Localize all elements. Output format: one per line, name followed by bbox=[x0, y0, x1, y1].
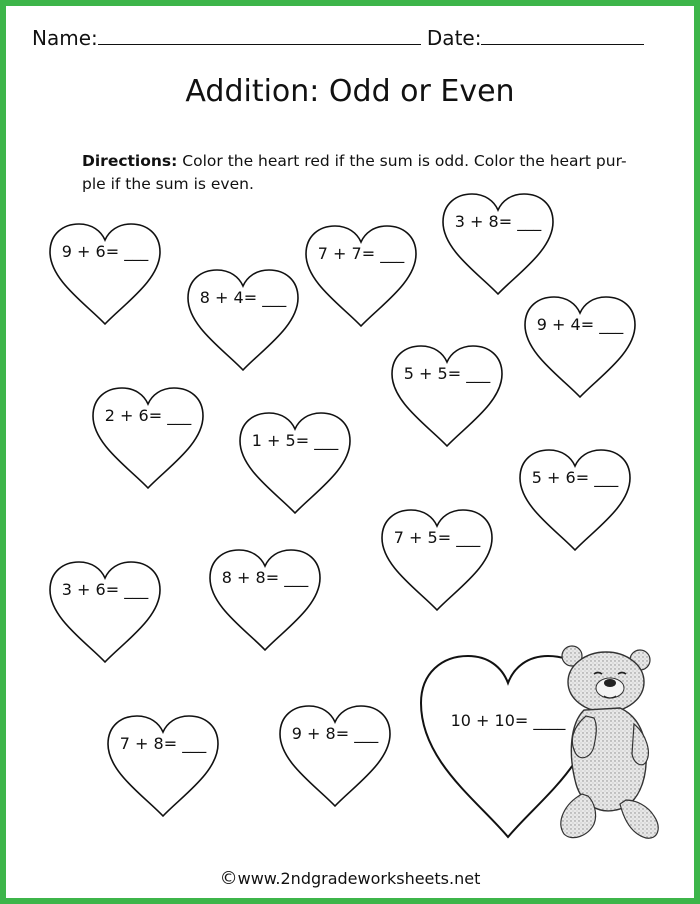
heart-outline bbox=[388, 342, 506, 450]
date-label: Date: bbox=[426, 26, 482, 50]
heart-problem[interactable] bbox=[46, 558, 164, 666]
heart-problem[interactable] bbox=[46, 220, 164, 328]
heart-outline bbox=[206, 546, 324, 654]
heart-outline bbox=[184, 266, 302, 374]
directions-text-line2: ple if the sum is even. bbox=[82, 175, 254, 193]
big-equation: 10 + 10= ____ bbox=[450, 711, 566, 730]
heart-problem[interactable] bbox=[521, 293, 639, 401]
equation: 9 + 8= ___ bbox=[291, 724, 379, 743]
name-label: Name: bbox=[32, 26, 98, 50]
equation: 7 + 5= ___ bbox=[393, 528, 481, 547]
directions-label: Directions: bbox=[82, 152, 178, 170]
heart-outline bbox=[378, 506, 496, 614]
heart-problem[interactable] bbox=[302, 222, 420, 330]
teddy-bear-icon bbox=[554, 644, 662, 846]
heart-problem[interactable] bbox=[388, 342, 506, 450]
page-title: Addition: Odd or Even bbox=[185, 74, 515, 109]
heart-problem[interactable] bbox=[206, 546, 324, 654]
heart-problem[interactable] bbox=[184, 266, 302, 374]
equation: 8 + 4= ___ bbox=[199, 288, 287, 307]
equation: 3 + 8= ___ bbox=[454, 212, 542, 231]
footer bbox=[6, 868, 694, 889]
equation: 8 + 8= ___ bbox=[221, 568, 309, 587]
name-blank[interactable] bbox=[98, 26, 421, 45]
equation: 9 + 4= ___ bbox=[536, 315, 624, 334]
heart-problem[interactable] bbox=[439, 190, 557, 298]
heart-outline bbox=[521, 293, 639, 401]
footer-url[interactable]: www.2ndgradeworksheets.net bbox=[237, 869, 481, 888]
equation: 2 + 6= ___ bbox=[104, 406, 192, 425]
heart-problem[interactable] bbox=[89, 384, 207, 492]
heart-problem[interactable] bbox=[378, 506, 496, 614]
heart-outline bbox=[236, 409, 354, 517]
equation: 3 + 6= ___ bbox=[61, 580, 149, 599]
directions-text-line1: Color the heart red if the sum is odd. Color the heart pur- bbox=[182, 152, 627, 170]
copyright-icon: © bbox=[219, 868, 238, 889]
equation: 5 + 5= ___ bbox=[403, 364, 491, 383]
heart-outline bbox=[516, 446, 634, 554]
heart-outline bbox=[104, 712, 222, 820]
date-blank[interactable] bbox=[481, 26, 644, 45]
heart-problem[interactable] bbox=[276, 702, 394, 810]
heart-outline bbox=[276, 702, 394, 810]
equation: 7 + 8= ___ bbox=[119, 734, 207, 753]
equation: 5 + 6= ___ bbox=[531, 468, 619, 487]
header-line bbox=[32, 26, 644, 50]
heart-outline bbox=[439, 190, 557, 298]
heart-problem[interactable] bbox=[516, 446, 634, 554]
heart-problem[interactable] bbox=[236, 409, 354, 517]
heart-outline bbox=[46, 558, 164, 666]
heart-problem[interactable] bbox=[104, 712, 222, 820]
equation: 1 + 5= ___ bbox=[251, 431, 339, 450]
heart-outline bbox=[302, 222, 420, 330]
equation: 7 + 7= ___ bbox=[317, 244, 405, 263]
directions bbox=[82, 150, 652, 196]
heart-outline bbox=[89, 384, 207, 492]
equation: 9 + 6= ___ bbox=[61, 242, 149, 261]
heart-outline bbox=[46, 220, 164, 328]
